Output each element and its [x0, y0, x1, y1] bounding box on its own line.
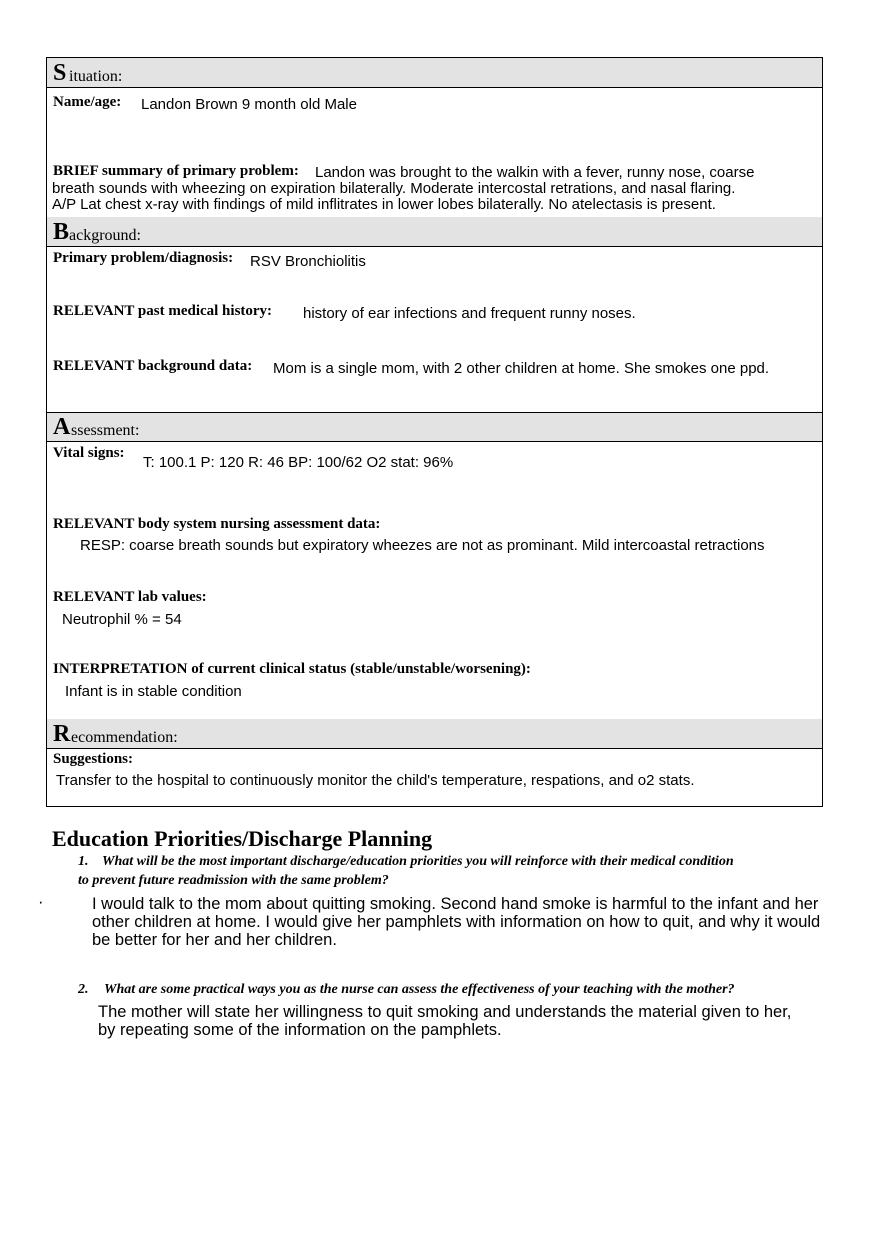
divider: [47, 412, 822, 413]
education-title: Education Priorities/Discharge Planning: [52, 826, 433, 851]
summary-line-3: A/P Lat chest x-ray with findings of mild inflitrates in lower lobes bilaterally. No atelectasis is present.: [52, 196, 716, 213]
body-system-label: RELEVANT body system nursing assessment data:: [53, 516, 381, 532]
interpretation-value: Infant is in stable condition: [65, 683, 242, 700]
name-age-label: Name/age:: [53, 94, 122, 110]
lab-values-label: RELEVANT lab values:: [53, 589, 207, 605]
question-1-number: 1.: [78, 854, 89, 869]
vital-signs-label: Vital signs:: [53, 445, 125, 461]
name-age-value: Landon Brown 9 month old Male: [141, 96, 357, 113]
answer-1-line-3: be better for her and her children.: [92, 931, 337, 949]
answer-2-line-2: by repeating some of the information on the pamphlets.: [98, 1021, 502, 1039]
lab-values-value: Neutrophil % = 54: [62, 611, 182, 628]
question-2-text: What are some practical ways you as the nurse can assess the effectiveness of your teaching with the mother?: [104, 982, 735, 997]
answer-1-line-1: I would talk to the mom about quitting smoking. Second hand smoke is harmful to the infant and her: [92, 895, 819, 913]
summary-label: BRIEF summary of primary problem:: [53, 163, 299, 179]
background-data-value: Mom is a single mom, with 2 other children at home. She smokes one ppd.: [273, 360, 770, 377]
background-heading-initial: B: [53, 219, 70, 245]
background-heading-text: ackground:: [69, 227, 141, 244]
history-value: history of ear infections and frequent runny noses.: [303, 305, 636, 322]
background-header: [47, 217, 822, 247]
situation-heading-initial: S: [53, 60, 67, 86]
question-1-line-2: to prevent future readmission with the same problem?: [78, 873, 389, 888]
diagnosis-label: Primary problem/diagnosis:: [53, 250, 234, 266]
answer-2-line-1: The mother will state her willingness to quit smoking and understands the material given to her,: [98, 1003, 792, 1021]
recommendation-heading-text: ecommendation:: [71, 729, 178, 746]
question-2-number: 2.: [78, 982, 89, 997]
situation-heading-text: ituation:: [69, 68, 123, 85]
diagnosis-value: RSV Bronchiolitis: [250, 253, 366, 270]
body-system-value: RESP: coarse breath sounds but expiratory wheezes are not as prominant. Mild intercoastal retractions: [80, 537, 765, 554]
summary-line-2: breath sounds with wheezing on expiration bilaterally. Moderate intercostal retrations, and nasal flaring.: [52, 180, 736, 197]
interpretation-label: INTERPRETATION of current clinical status (stable/unstable/worsening):: [53, 661, 531, 677]
background-data-label: RELEVANT background data:: [53, 358, 253, 374]
suggestions-value: Transfer to the hospital to continuously monitor the child's temperature, respations, and o2 stats.: [56, 772, 695, 789]
answer-1-line-2: other children at home. I would give her pamphlets with information on how to quit, and why it would: [92, 913, 821, 931]
summary-line-1: Landon was brought to the walkin with a fever, runny nose, coarse: [315, 164, 755, 181]
vital-signs-value: T: 100.1 P: 120 R: 46 BP: 100/62 O2 stat: 96%: [143, 454, 454, 471]
sbar-form: [46, 57, 823, 807]
recommendation-header: [47, 719, 822, 749]
assessment-heading-initial: A: [53, 414, 71, 440]
situation-header: [47, 58, 822, 88]
question-1-line-1: What will be the most important discharge/education priorities you will reinforce with their medical condition: [102, 854, 734, 869]
history-label: RELEVANT past medical history:: [53, 303, 273, 319]
assessment-heading-text: ssessment:: [71, 422, 140, 439]
suggestions-label: Suggestions:: [53, 751, 134, 767]
recommendation-heading-initial: R: [53, 721, 71, 747]
assessment-header: [47, 412, 822, 442]
answer-1-bullet: ·: [38, 893, 44, 911]
